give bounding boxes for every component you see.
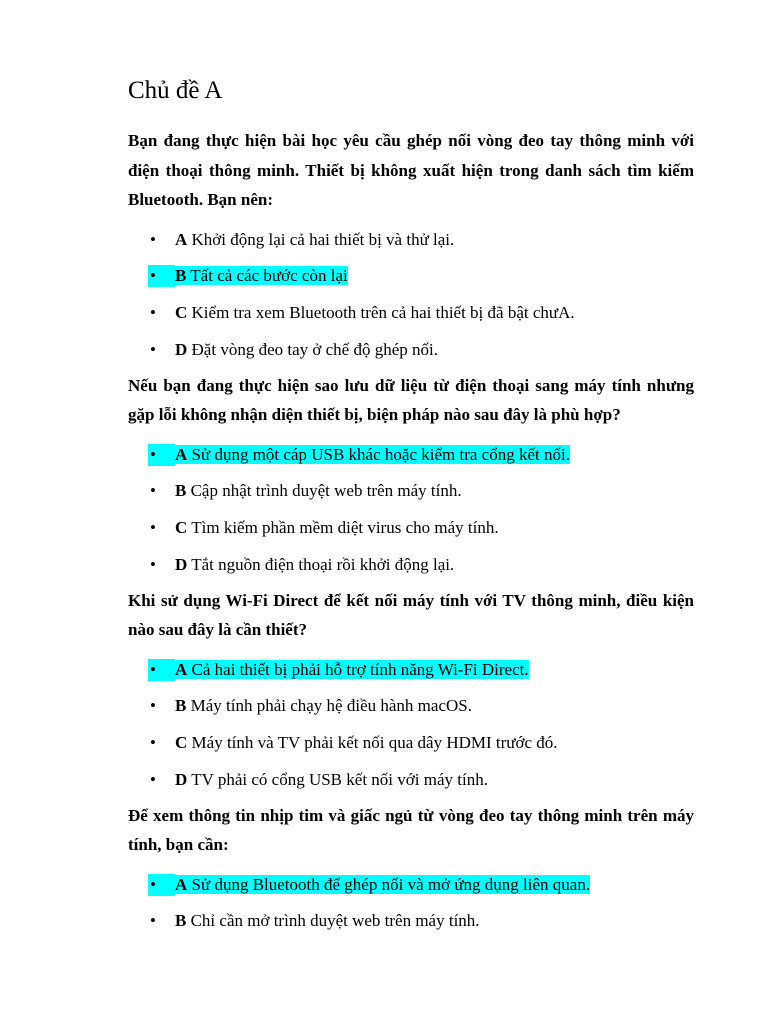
option-text [175, 518, 499, 537]
option-letter: C [175, 733, 188, 752]
bullet-icon: • [148, 874, 175, 896]
option-label: Máy tính phải chạy hệ điều hành macOS. [190, 696, 472, 716]
option-letter: A [175, 444, 188, 464]
option-list [128, 229, 694, 361]
bullet-icon: • [150, 733, 156, 752]
option-text [175, 911, 480, 930]
bullet-icon: • [150, 517, 156, 537]
option-text [175, 875, 590, 894]
option-item [128, 265, 694, 287]
option-label: TV phải có cổng USB kết nối với máy tính. [191, 769, 488, 789]
option-letter: D [175, 339, 188, 359]
option-list [128, 444, 694, 576]
bullet-icon: • [148, 265, 175, 287]
option-text [175, 230, 454, 249]
bullet-icon: • [150, 911, 156, 931]
option-item [128, 339, 694, 361]
option-label: Đặt vòng đeo tay ở chế độ ghép nối. [191, 339, 438, 359]
question-text: Nếu bạn đang thực hiện sao lưu dữ liệu từ điện thoại sang máy tính nhưng gặp lỗi không nhận diện thiết bị, biện pháp nào sau đây là phù hợp? [128, 375, 694, 425]
bullet-icon: • [150, 696, 156, 716]
bullet-icon: • [150, 302, 156, 322]
option-item [128, 302, 694, 324]
option-item [128, 554, 694, 576]
question-text: Để xem thông tin nhịp tim và giấc ngủ từ vòng đeo tay thông minh trên máy tính, bạn cần: [128, 805, 694, 855]
option-letter: D [175, 769, 188, 789]
bullet-icon: • [150, 769, 156, 789]
option-letter: B [175, 911, 187, 931]
option-item [128, 480, 694, 502]
option-label: Tìm kiếm phần mềm diệt virus cho máy tính. [191, 517, 499, 537]
option-letter: C [175, 302, 188, 322]
question-block [128, 126, 694, 361]
option-letter: C [175, 517, 188, 537]
option-item [128, 769, 694, 791]
option-letter: A [175, 659, 188, 679]
option-text [175, 660, 529, 679]
document-body [128, 74, 694, 932]
option-text [175, 445, 570, 464]
option-label: Tắt nguồn điện thoại rồi khởi động lại. [191, 554, 455, 574]
option-letter: D [175, 554, 188, 574]
option-text [175, 340, 438, 359]
question-block [128, 371, 694, 576]
bullet-icon: • [148, 444, 175, 466]
option-label: Kiểm tra xem Bluetooth trên cả hai thiết bị đã bật chưA. [191, 302, 575, 322]
question-block [128, 801, 694, 933]
option-letter: B [175, 696, 187, 716]
option-text [175, 266, 348, 285]
option-label: Chỉ cần mở trình duyệt web trên máy tính. [190, 911, 480, 931]
bullet-icon: • [150, 481, 156, 501]
option-letter: B [175, 266, 187, 286]
option-item [128, 732, 694, 754]
question-text: Bạn đang thực hiện bài học yêu cầu ghép nối vòng đeo tay thông minh với điện thoại thông minh. Thiết bị không xuất hiện trong danh sách tìm kiếm Bluetooth. Bạn nên: [128, 131, 694, 209]
option-text [175, 696, 472, 715]
option-item [128, 910, 694, 932]
option-item [128, 659, 694, 681]
option-item [128, 229, 694, 251]
bullet-icon: • [150, 339, 156, 359]
option-label: Tất cả các bước còn lại [190, 266, 348, 286]
option-letter: B [175, 481, 187, 501]
option-item [128, 444, 694, 466]
document-title: Chủ đề A [128, 77, 223, 104]
option-text [175, 770, 488, 789]
question-text: Khi sử dụng Wi-Fi Direct để kết nối máy tính với TV thông minh, điều kiện nào sau đây là cần thiết? [128, 590, 694, 640]
option-label: Máy tính và TV phải kết nối qua dây HDMI trước đó. [191, 733, 558, 752]
option-text [175, 733, 558, 752]
option-label: Sử dụng một cáp USB khác hoặc kiểm tra cổng kết nối. [191, 444, 570, 464]
question-list [128, 126, 694, 932]
option-item [128, 695, 694, 717]
option-text [175, 481, 462, 500]
option-item [128, 517, 694, 539]
bullet-icon: • [150, 554, 156, 574]
bullet-icon: • [148, 659, 175, 681]
option-text [175, 303, 575, 322]
option-label: Cả hai thiết bị phải hỗ trợ tính năng Wi-Fi Direct. [191, 659, 529, 679]
option-list [128, 659, 694, 791]
option-label: Sử dụng Bluetooth để ghép nối và mở ứng dụng liên quan. [191, 874, 591, 894]
option-text [175, 555, 454, 574]
option-list [128, 874, 694, 933]
option-letter: A [175, 229, 188, 249]
option-label: Khởi động lại cả hai thiết bị và thử lại. [191, 229, 455, 249]
option-item [128, 874, 694, 896]
option-letter: A [175, 874, 188, 894]
question-block [128, 586, 694, 791]
option-label: Cập nhật trình duyệt web trên máy tính. [190, 481, 462, 501]
bullet-icon: • [150, 229, 156, 249]
